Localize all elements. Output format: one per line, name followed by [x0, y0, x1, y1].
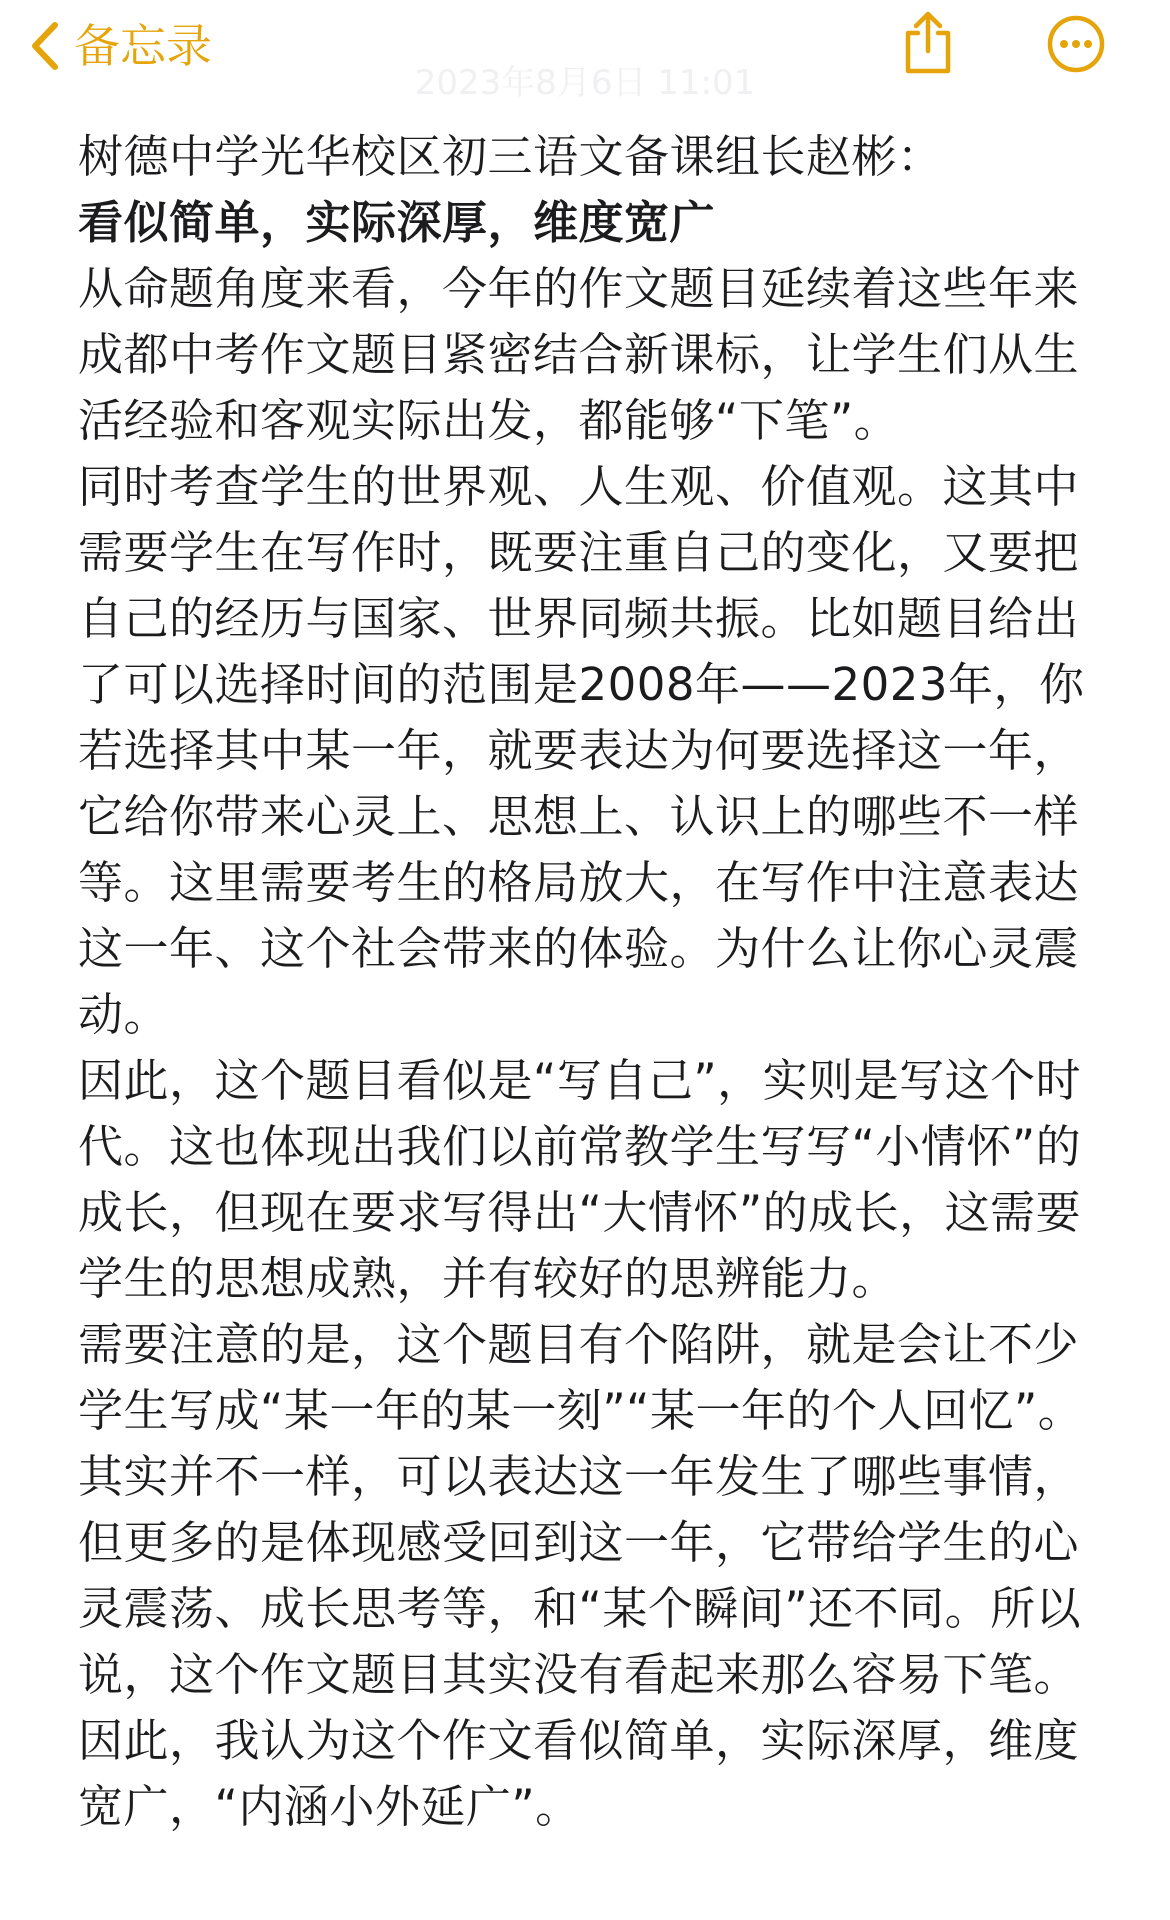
- note-paragraph: 从命题角度来看，今年的作文题目延续着这些年来成都中考作文题目紧密结合新课标，让学生们从生活经验和客观实际出发，都能够“下笔”。: [78, 262, 1080, 447]
- note-title: 树德中学光华校区初三语文备课组长赵彬：: [78, 130, 943, 183]
- note-paragraph: 因此，这个题目看似是“写自己”，实则是写这个时代。这也体现出我们以前常教学生写写“小情怀”的成长，但现在要求写得出“大情怀”的成长，这需要学生的思想成熟，并有较好的思辨能力。: [78, 1054, 1082, 1305]
- note-heading: 看似简单，实际深厚，维度宽广: [78, 196, 716, 249]
- back-button-label: 备忘录: [74, 19, 212, 73]
- note-timestamp: 2023年8月6日 11:01: [414, 63, 756, 103]
- note-body[interactable]: [78, 124, 1088, 1840]
- navigation-bar: [0, 0, 1170, 103]
- note-paragraph: 需要注意的是，这个题目有个陷阱，就是会让不少学生写成“某一年的某一刻”“某一年的个人回忆”。其实并不一样，可以表达这一年发生了哪些事情，但更多的是体现感受回到这一年，它带给学生的心灵震荡、成长思考等，和“某个瞬间”还不同。所以说，这个作文题目其实没有看起来那么容易下笔。因此，我认为这个作文看似简单，实际深厚，维度宽广，“内涵小外延广”。: [78, 1318, 1084, 1833]
- note-paragraph: 同时考查学生的世界观、人生观、价值观。这其中需要学生在写作时，既要注重自己的变化，又要把自己的经历与国家、世界同频共振。比如题目给出了可以选择时间的范围是2008年——2023年，你若选择其中某一年，就要表达为何要选择这一年，它给你带来心灵上、思想上、认识上的哪些不一样等。这里需要考生的格局放大，在写作中注意表达这一年、这个社会带来的体验。为什么让你心灵震动。: [78, 460, 1085, 1041]
